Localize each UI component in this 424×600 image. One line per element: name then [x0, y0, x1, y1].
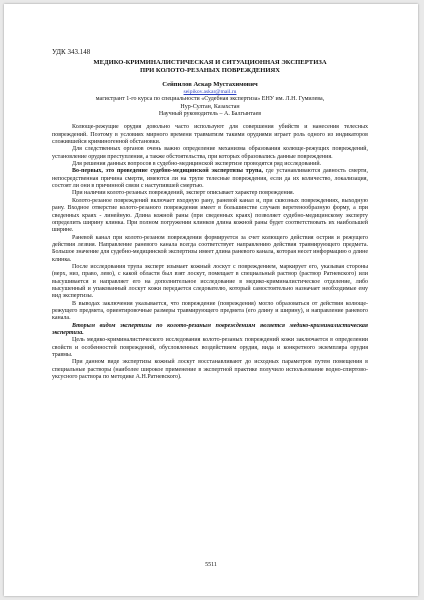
paragraph-2: Для следственных органов очень важно определение механизма образования колюще-режущих повреждений, установление орудия преступления, а также обстоятельства, при которых образовались данные повреждения.	[52, 146, 368, 160]
paragraph-9: В выводах заключения указывается, что повреждение (повреждения) могло образоваться от действия колюще-режущего предмета, ориентировочные размеры травмирующего предмета (его длину и ширину), и направление раневого канала.	[52, 300, 368, 322]
udk-code: УДК 343.148	[52, 48, 91, 56]
paragraph-5: При наличии колото-резаных повреждений, эксперт описывает характер повреждения.	[72, 190, 295, 197]
author-email-link[interactable]: seipikov.askar@mail.ru	[183, 89, 237, 95]
paragraph-8: После исследования трупа эксперт изымает кожный лоскут с повреждением, маркирует его, указывая стороны (верх, низ, право, лево), с какой области был взят лоскут, помещает в специальный раствор (раствор Ратневского) или высушивается и направляет его на дополнительное исследование в медико-криминалистическое отделение, либо высушенный и упакованный лоскут кожи передается следователю, который самостоятельно назначает необходимые ему вид экспертизы.	[52, 263, 368, 300]
paragraph-4-bold: Во-первых, это проведение судебно-медицинской экспертизы трупа,	[72, 168, 263, 175]
paragraph-1: Колюще-режущие орудия довольно часто используют для совершения убийств и нанесения телесных повреждений. Поэтому в условиях мирного времени травматизм такими орудиями играет роль одного из индикаторов сложившейся криминогенной обстановки.	[52, 124, 368, 146]
paragraph-10	[52, 323, 368, 338]
paragraph-7: Раневой канал при колото-резаном повреждении формируется за счет колющего действия острия и режущего действия лезвия. Направление раневого канала всегда соответствует направлению действия травмирующего предмета. Большое значение для судебно-медицинской экспертизы имеет длина раневого канала, которая несет информацию о длине клинка.	[52, 234, 368, 263]
document-page	[4, 4, 418, 596]
article-title-line2: ПРИ КОЛОТО-РЕЗАНЫХ ПОВРЕЖДЕНИЯХ	[139, 67, 281, 74]
paragraph-12: При данном виде экспертизы кожный лоскут восстанавливают до исходных параметров путем помещения в специальные растворы (наиболее широкое применение в экспертной практике получило использование водно-спиртово-уксусного раствора по методике А.Н.Ратневского).	[52, 359, 368, 381]
author-city: Нур-Султан, Казахстан	[180, 103, 240, 110]
supervisor: Научный руководитель – А. Балгынтаев	[158, 111, 262, 118]
article-title-line1: МЕДИКО-КРИМИНАЛИСТИЧЕСКАЯ И СИТУАЦИОННАЯ ЭКСПЕРТИЗА	[93, 59, 327, 66]
paragraph-6: Колото-резаное повреждений включает входную рану, раневой канал и, при сквозных повреждениях, выходную рану. Входное отверстие колото-резаного повреждения имеет в большинстве случаев веретенообразную форму, а при сведенных краях - линейную. Длина кожной раны (при сведенных краях) позволяет судебно-медицинскому эксперту определить ширину клинка. При полном погружении клинков длина кожной раны будет соответствовать их наибольшей ширине.	[52, 197, 368, 234]
paragraph-4-text: где устанавливаются давность смерти, непосредственная причина смерти, имеются ли на трупе телесные повреждения, если да их количество, локализация, состоят ли они в причинной связи с наступившей смертью.	[52, 168, 368, 190]
paragraph-3: Для решения данных вопросов в судебно-медицинской экспертизе проводятся ряд исследований.	[72, 161, 322, 168]
page-number: 5511	[205, 562, 217, 568]
article-body	[52, 48, 368, 381]
paragraph-10-bold: Вторым видом экспертизы по колото-резаным повреждениям является медико-криминалистическая экспертиза.	[52, 322, 368, 336]
author-affiliation: магистрант 1-го курса по специальности «Судебная экспертиза» ЕНУ им. Л.Н. Гумилева,	[95, 96, 325, 103]
author-name: Сейпилов Аскар Мустахимович	[162, 81, 258, 88]
paragraph-11: Цель медико-криминалистического исследования колото-резаных повреждений кожи заключается в определении свойств и особенностей повреждений, обусловленных воздействием орудия, вида и конкретного экземпляра орудия травмы.	[52, 337, 368, 359]
paragraph-4	[52, 168, 368, 190]
